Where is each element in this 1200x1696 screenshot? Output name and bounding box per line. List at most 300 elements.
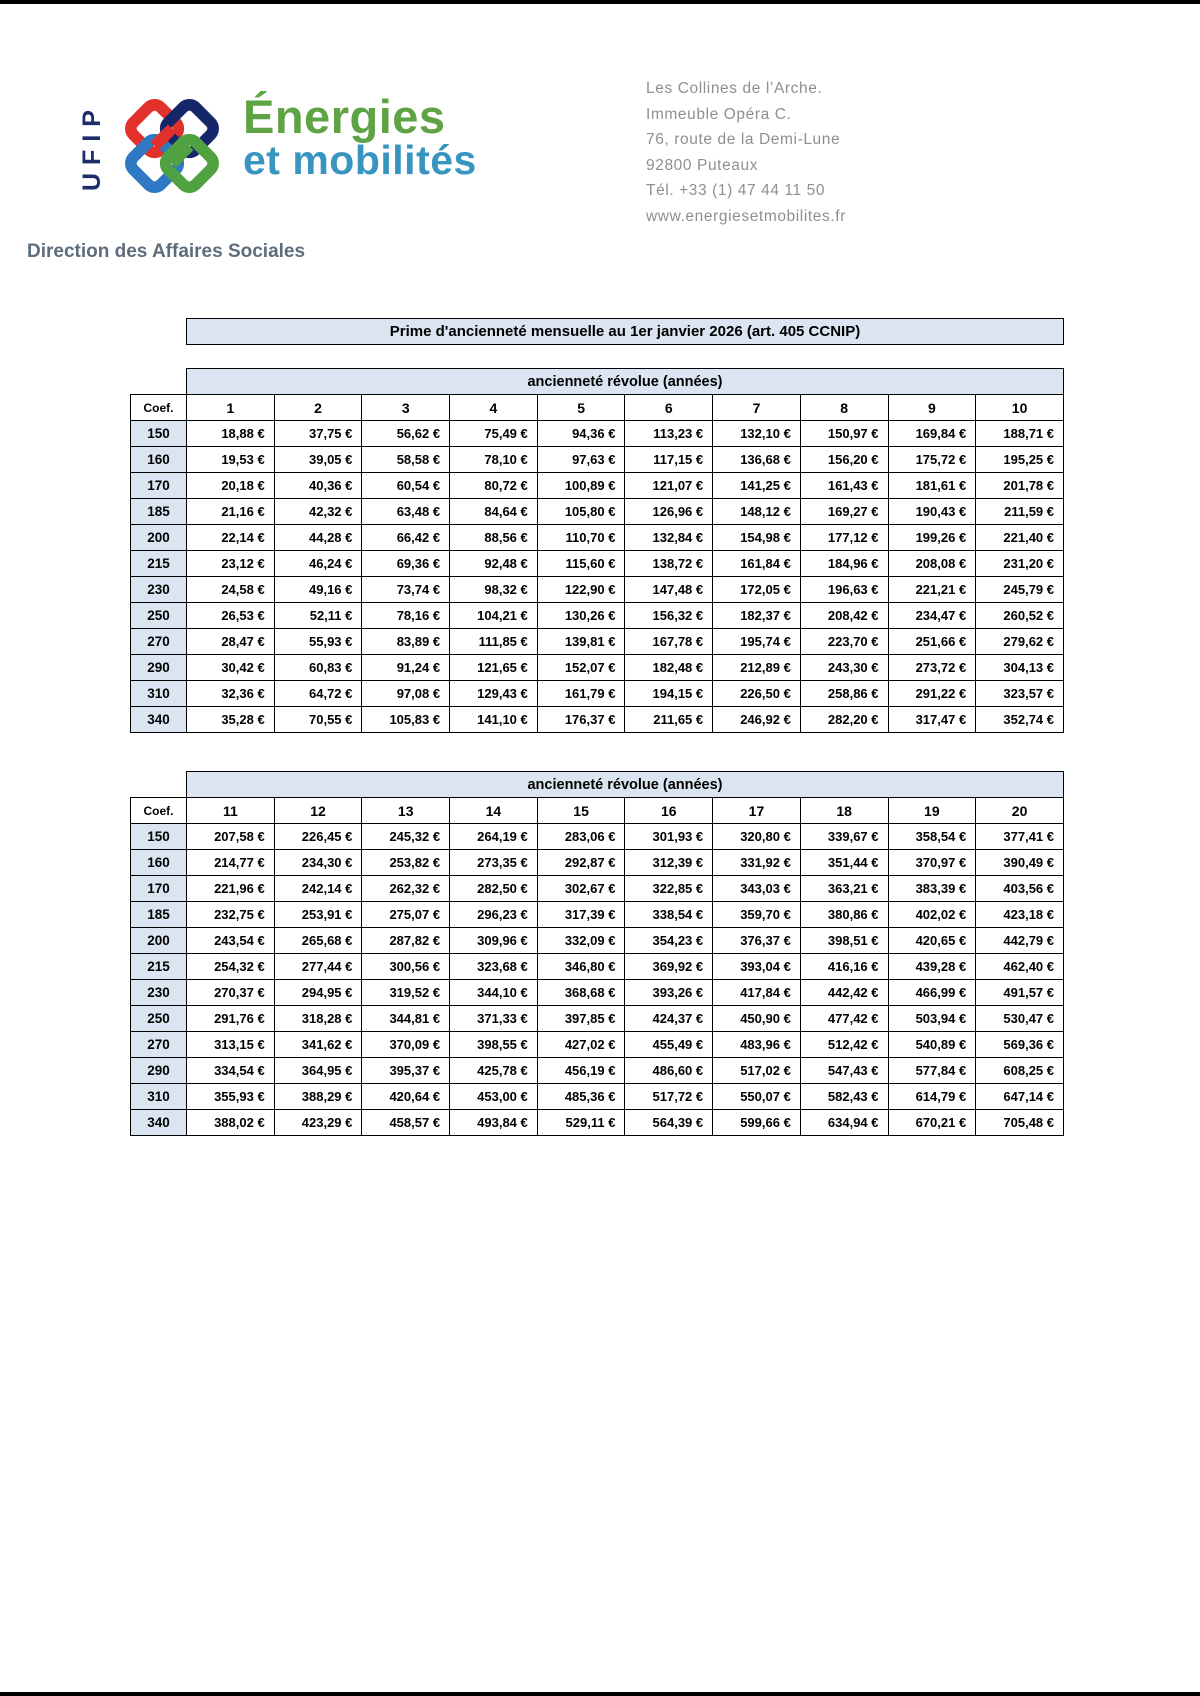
value-cell: 343,03 € — [713, 876, 801, 902]
value-cell: 485,36 € — [537, 1084, 625, 1110]
value-cell: 320,80 € — [713, 824, 801, 850]
value-cell: 234,47 € — [888, 603, 976, 629]
coef-cell: 170 — [131, 876, 187, 902]
value-cell: 75,49 € — [450, 421, 538, 447]
value-cell: 416,16 € — [800, 954, 888, 980]
value-cell: 569,36 € — [976, 1032, 1064, 1058]
value-cell: 161,84 € — [713, 551, 801, 577]
value-cell: 195,74 € — [713, 629, 801, 655]
value-cell: 129,43 € — [450, 681, 538, 707]
value-cell: 423,29 € — [274, 1110, 362, 1136]
coef-cell: 150 — [131, 824, 187, 850]
value-cell: 221,21 € — [888, 577, 976, 603]
value-cell: 60,54 € — [362, 473, 450, 499]
value-cell: 346,80 € — [537, 954, 625, 980]
value-cell: 425,78 € — [450, 1058, 538, 1084]
table-row — [131, 681, 1064, 707]
value-cell: 322,85 € — [625, 876, 713, 902]
value-cell: 94,36 € — [537, 421, 625, 447]
value-cell: 283,06 € — [537, 824, 625, 850]
table-row — [131, 902, 1064, 928]
table-row — [131, 707, 1064, 733]
value-cell: 21,16 € — [187, 499, 275, 525]
table-row — [131, 577, 1064, 603]
value-cell: 105,83 € — [362, 707, 450, 733]
coef-cell: 170 — [131, 473, 187, 499]
value-cell: 56,62 € — [362, 421, 450, 447]
year-header-cell: 11 — [187, 798, 275, 824]
coef-cell: 310 — [131, 1084, 187, 1110]
value-cell: 115,60 € — [537, 551, 625, 577]
year-header-cell: 15 — [537, 798, 625, 824]
value-cell: 37,75 € — [274, 421, 362, 447]
year-header-cell: 5 — [537, 395, 625, 421]
value-cell: 223,70 € — [800, 629, 888, 655]
value-cell: 319,52 € — [362, 980, 450, 1006]
value-cell: 24,58 € — [187, 577, 275, 603]
value-cell: 214,77 € — [187, 850, 275, 876]
value-cell: 462,40 € — [976, 954, 1064, 980]
value-cell: 152,07 € — [537, 655, 625, 681]
value-cell: 97,63 € — [537, 447, 625, 473]
value-cell: 64,72 € — [274, 681, 362, 707]
value-cell: 234,30 € — [274, 850, 362, 876]
value-cell: 323,68 € — [450, 954, 538, 980]
coef-cell: 230 — [131, 577, 187, 603]
value-cell: 253,91 € — [274, 902, 362, 928]
table-row — [131, 980, 1064, 1006]
value-cell: 705,48 € — [976, 1110, 1064, 1136]
value-cell: 232,75 € — [187, 902, 275, 928]
value-cell: 113,23 € — [625, 421, 713, 447]
empty-corner-cell — [131, 772, 187, 798]
value-cell: 313,15 € — [187, 1032, 275, 1058]
value-cell: 138,72 € — [625, 551, 713, 577]
value-cell: 188,71 € — [976, 421, 1064, 447]
coef-cell: 250 — [131, 603, 187, 629]
value-cell: 246,92 € — [713, 707, 801, 733]
table-years-1-10 — [130, 368, 1064, 733]
value-cell: 243,30 € — [800, 655, 888, 681]
value-cell: 156,32 € — [625, 603, 713, 629]
value-cell: 63,48 € — [362, 499, 450, 525]
value-cell: 331,92 € — [713, 850, 801, 876]
value-cell: 100,89 € — [537, 473, 625, 499]
value-cell: 49,16 € — [274, 577, 362, 603]
value-cell: 453,00 € — [450, 1084, 538, 1110]
value-cell: 167,78 € — [625, 629, 713, 655]
coef-cell: 340 — [131, 707, 187, 733]
value-cell: 304,13 € — [976, 655, 1064, 681]
contact-line: 76, route de la Demi-Lune — [646, 131, 841, 148]
value-cell: 358,54 € — [888, 824, 976, 850]
table-row — [131, 1032, 1064, 1058]
value-cell: 341,62 € — [274, 1032, 362, 1058]
value-cell: 161,79 € — [537, 681, 625, 707]
value-cell: 258,86 € — [800, 681, 888, 707]
coef-cell: 290 — [131, 655, 187, 681]
value-cell: 254,32 € — [187, 954, 275, 980]
contact-line-website: www.energiesetmobilites.fr — [646, 207, 846, 225]
table-row — [131, 876, 1064, 902]
value-cell: 26,53 € — [187, 603, 275, 629]
value-cell: 608,25 € — [976, 1058, 1064, 1084]
contact-line: Les Collines de l’Arche. — [646, 80, 823, 97]
value-cell: 182,48 € — [625, 655, 713, 681]
value-cell: 44,28 € — [274, 525, 362, 551]
value-cell: 208,42 € — [800, 603, 888, 629]
value-cell: 614,79 € — [888, 1084, 976, 1110]
coef-cell: 250 — [131, 1006, 187, 1032]
year-header-cell: 12 — [274, 798, 362, 824]
table-row — [131, 824, 1064, 850]
table-row — [131, 1084, 1064, 1110]
year-header-row — [131, 798, 1064, 824]
value-cell: 78,16 € — [362, 603, 450, 629]
value-cell: 132,84 € — [625, 525, 713, 551]
year-header-cell: 14 — [450, 798, 538, 824]
value-cell: 141,25 € — [713, 473, 801, 499]
coef-cell: 215 — [131, 954, 187, 980]
value-cell: 550,07 € — [713, 1084, 801, 1110]
coef-cell: 340 — [131, 1110, 187, 1136]
value-cell: 211,59 € — [976, 499, 1064, 525]
value-cell: 141,10 € — [450, 707, 538, 733]
value-cell: 55,93 € — [274, 629, 362, 655]
value-cell: 199,26 € — [888, 525, 976, 551]
value-cell: 245,79 € — [976, 577, 1064, 603]
value-cell: 334,54 € — [187, 1058, 275, 1084]
value-cell: 301,93 € — [625, 824, 713, 850]
table-row — [131, 928, 1064, 954]
year-header-cell: 18 — [800, 798, 888, 824]
value-cell: 194,15 € — [625, 681, 713, 707]
value-cell: 368,68 € — [537, 980, 625, 1006]
value-cell: 564,39 € — [625, 1110, 713, 1136]
value-cell: 491,57 € — [976, 980, 1064, 1006]
coef-cell: 185 — [131, 499, 187, 525]
table-row — [131, 603, 1064, 629]
value-cell: 420,65 € — [888, 928, 976, 954]
brand-name — [243, 92, 477, 182]
coef-cell: 150 — [131, 421, 187, 447]
value-cell: 169,27 € — [800, 499, 888, 525]
value-cell: 130,26 € — [537, 603, 625, 629]
anciennete-grid — [130, 771, 1064, 1136]
value-cell: 52,11 € — [274, 603, 362, 629]
value-cell: 302,67 € — [537, 876, 625, 902]
coef-cell: 230 — [131, 980, 187, 1006]
contact-line: Immeuble Opéra C. — [646, 105, 792, 123]
value-cell: 323,57 € — [976, 681, 1064, 707]
value-cell: 30,42 € — [187, 655, 275, 681]
value-cell: 670,21 € — [888, 1110, 976, 1136]
table-row — [131, 850, 1064, 876]
value-cell: 207,58 € — [187, 824, 275, 850]
value-cell: 363,21 € — [800, 876, 888, 902]
coef-cell: 310 — [131, 681, 187, 707]
value-cell: 417,84 € — [713, 980, 801, 1006]
value-cell: 270,37 € — [187, 980, 275, 1006]
value-cell: 370,09 € — [362, 1032, 450, 1058]
year-header-cell: 19 — [888, 798, 976, 824]
coef-cell: 200 — [131, 525, 187, 551]
year-header-cell: 4 — [450, 395, 538, 421]
value-cell: 423,18 € — [976, 902, 1064, 928]
ufip-wordmark: UFIP — [78, 102, 106, 192]
value-cell: 354,23 € — [625, 928, 713, 954]
value-cell: 78,10 € — [450, 447, 538, 473]
value-cell: 156,20 € — [800, 447, 888, 473]
value-cell: 181,61 € — [888, 473, 976, 499]
value-cell: 380,86 € — [800, 902, 888, 928]
value-cell: 634,94 € — [800, 1110, 888, 1136]
value-cell: 32,36 € — [187, 681, 275, 707]
value-cell: 279,62 € — [976, 629, 1064, 655]
value-cell: 18,88 € — [187, 421, 275, 447]
value-cell: 69,36 € — [362, 551, 450, 577]
value-cell: 35,28 € — [187, 707, 275, 733]
value-cell: 22,14 € — [187, 525, 275, 551]
value-cell: 88,56 € — [450, 525, 538, 551]
year-header-cell: 1 — [187, 395, 275, 421]
value-cell: 344,81 € — [362, 1006, 450, 1032]
value-cell: 175,72 € — [888, 447, 976, 473]
value-cell: 273,72 € — [888, 655, 976, 681]
value-cell: 226,50 € — [713, 681, 801, 707]
value-cell: 253,82 € — [362, 850, 450, 876]
table-row — [131, 954, 1064, 980]
department-title: Direction des Affaires Sociales — [27, 241, 306, 262]
table-row — [131, 629, 1064, 655]
value-cell: 154,98 € — [713, 525, 801, 551]
value-cell: 344,10 € — [450, 980, 538, 1006]
value-cell: 291,76 € — [187, 1006, 275, 1032]
table-row — [131, 655, 1064, 681]
value-cell: 351,44 € — [800, 850, 888, 876]
value-cell: 126,96 € — [625, 499, 713, 525]
year-header-cell: 6 — [625, 395, 713, 421]
value-cell: 582,43 € — [800, 1084, 888, 1110]
value-cell: 338,54 € — [625, 902, 713, 928]
value-cell: 70,55 € — [274, 707, 362, 733]
anciennete-span-header: ancienneté révolue (années) — [187, 369, 1064, 395]
value-cell: 339,67 € — [800, 824, 888, 850]
value-cell: 517,02 € — [713, 1058, 801, 1084]
value-cell: 46,24 € — [274, 551, 362, 577]
value-cell: 420,64 € — [362, 1084, 450, 1110]
value-cell: 265,68 € — [274, 928, 362, 954]
value-cell: 211,65 € — [625, 707, 713, 733]
year-header-cell: 20 — [976, 798, 1064, 824]
value-cell: 442,42 € — [800, 980, 888, 1006]
value-cell: 402,02 € — [888, 902, 976, 928]
table-row — [131, 473, 1064, 499]
value-cell: 493,84 € — [450, 1110, 538, 1136]
table-years-11-20 — [130, 771, 1064, 1136]
value-cell: 455,49 € — [625, 1032, 713, 1058]
value-cell: 208,08 € — [888, 551, 976, 577]
value-cell: 403,56 € — [976, 876, 1064, 902]
span-header-row — [131, 772, 1064, 798]
value-cell: 395,37 € — [362, 1058, 450, 1084]
value-cell: 40,36 € — [274, 473, 362, 499]
value-cell: 647,14 € — [976, 1084, 1064, 1110]
value-cell: 466,99 € — [888, 980, 976, 1006]
coef-header-cell: Coef. — [131, 798, 187, 824]
table-row — [131, 551, 1064, 577]
value-cell: 242,14 € — [274, 876, 362, 902]
coef-cell: 185 — [131, 902, 187, 928]
value-cell: 398,55 € — [450, 1032, 538, 1058]
table-row — [131, 447, 1064, 473]
year-header-cell: 13 — [362, 798, 450, 824]
coef-cell: 215 — [131, 551, 187, 577]
value-cell: 122,90 € — [537, 577, 625, 603]
value-cell: 291,22 € — [888, 681, 976, 707]
value-cell: 98,32 € — [450, 577, 538, 603]
value-cell: 84,64 € — [450, 499, 538, 525]
value-cell: 483,96 € — [713, 1032, 801, 1058]
year-header-cell: 16 — [625, 798, 713, 824]
value-cell: 486,60 € — [625, 1058, 713, 1084]
value-cell: 577,84 € — [888, 1058, 976, 1084]
table-title: Prime d'ancienneté mensuelle au 1er janvier 2026 (art. 405 CCNIP) — [186, 318, 1064, 345]
value-cell: 251,66 € — [888, 629, 976, 655]
value-cell: 376,37 € — [713, 928, 801, 954]
value-cell: 150,97 € — [800, 421, 888, 447]
value-cell: 196,63 € — [800, 577, 888, 603]
table-row — [131, 499, 1064, 525]
value-cell: 147,48 € — [625, 577, 713, 603]
value-cell: 121,65 € — [450, 655, 538, 681]
value-cell: 212,89 € — [713, 655, 801, 681]
value-cell: 139,81 € — [537, 629, 625, 655]
value-cell: 300,56 € — [362, 954, 450, 980]
coef-cell: 160 — [131, 447, 187, 473]
value-cell: 282,20 € — [800, 707, 888, 733]
value-cell: 359,70 € — [713, 902, 801, 928]
value-cell: 28,47 € — [187, 629, 275, 655]
value-cell: 60,83 € — [274, 655, 362, 681]
value-cell: 243,54 € — [187, 928, 275, 954]
value-cell: 312,39 € — [625, 850, 713, 876]
value-cell: 292,87 € — [537, 850, 625, 876]
value-cell: 83,89 € — [362, 629, 450, 655]
year-header-cell: 3 — [362, 395, 450, 421]
value-cell: 529,11 € — [537, 1110, 625, 1136]
value-cell: 177,12 € — [800, 525, 888, 551]
value-cell: 370,97 € — [888, 850, 976, 876]
value-cell: 105,80 € — [537, 499, 625, 525]
value-cell: 172,05 € — [713, 577, 801, 603]
contact-line: 92800 Puteaux — [646, 156, 759, 174]
coef-cell: 270 — [131, 1032, 187, 1058]
value-cell: 42,32 € — [274, 499, 362, 525]
value-cell: 388,29 € — [274, 1084, 362, 1110]
value-cell: 39,05 € — [274, 447, 362, 473]
value-cell: 80,72 € — [450, 473, 538, 499]
value-cell: 369,92 € — [625, 954, 713, 980]
value-cell: 547,43 € — [800, 1058, 888, 1084]
empty-corner-cell — [131, 369, 187, 395]
value-cell: 309,96 € — [450, 928, 538, 954]
brand-line-mobilites: et mobilités — [243, 137, 477, 184]
value-cell: 355,93 € — [187, 1084, 275, 1110]
value-cell: 424,37 € — [625, 1006, 713, 1032]
value-cell: 92,48 € — [450, 551, 538, 577]
value-cell: 282,50 € — [450, 876, 538, 902]
value-cell: 73,74 € — [362, 577, 450, 603]
value-cell: 427,02 € — [537, 1032, 625, 1058]
value-cell: 23,12 € — [187, 551, 275, 577]
value-cell: 20,18 € — [187, 473, 275, 499]
value-cell: 599,66 € — [713, 1110, 801, 1136]
value-cell: 317,47 € — [888, 707, 976, 733]
year-header-cell: 17 — [713, 798, 801, 824]
value-cell: 66,42 € — [362, 525, 450, 551]
value-cell: 273,35 € — [450, 850, 538, 876]
value-cell: 121,07 € — [625, 473, 713, 499]
table-row — [131, 1058, 1064, 1084]
value-cell: 136,68 € — [713, 447, 801, 473]
value-cell: 318,28 € — [274, 1006, 362, 1032]
year-header-cell: 8 — [800, 395, 888, 421]
year-header-cell: 9 — [888, 395, 976, 421]
value-cell: 201,78 € — [976, 473, 1064, 499]
value-cell: 169,84 € — [888, 421, 976, 447]
value-cell: 450,90 € — [713, 1006, 801, 1032]
value-cell: 19,53 € — [187, 447, 275, 473]
value-cell: 184,96 € — [800, 551, 888, 577]
value-cell: 104,21 € — [450, 603, 538, 629]
value-cell: 245,32 € — [362, 824, 450, 850]
value-cell: 364,95 € — [274, 1058, 362, 1084]
value-cell: 221,96 € — [187, 876, 275, 902]
value-cell: 393,04 € — [713, 954, 801, 980]
coef-cell: 290 — [131, 1058, 187, 1084]
value-cell: 383,39 € — [888, 876, 976, 902]
value-cell: 390,49 € — [976, 850, 1064, 876]
year-header-cell: 10 — [976, 395, 1064, 421]
value-cell: 397,85 € — [537, 1006, 625, 1032]
coef-cell: 270 — [131, 629, 187, 655]
value-cell: 148,12 € — [713, 499, 801, 525]
value-cell: 456,19 € — [537, 1058, 625, 1084]
value-cell: 58,58 € — [362, 447, 450, 473]
contact-block — [646, 76, 846, 229]
value-cell: 231,20 € — [976, 551, 1064, 577]
value-cell: 540,89 € — [888, 1032, 976, 1058]
value-cell: 294,95 € — [274, 980, 362, 1006]
value-cell: 190,43 € — [888, 499, 976, 525]
anciennete-span-header: ancienneté révolue (années) — [187, 772, 1064, 798]
value-cell: 287,82 € — [362, 928, 450, 954]
value-cell: 161,43 € — [800, 473, 888, 499]
value-cell: 458,57 € — [362, 1110, 450, 1136]
table-row — [131, 525, 1064, 551]
value-cell: 393,26 € — [625, 980, 713, 1006]
value-cell: 221,40 € — [976, 525, 1064, 551]
coef-header-cell: Coef. — [131, 395, 187, 421]
table-row — [131, 1110, 1064, 1136]
anciennete-grid — [130, 368, 1064, 733]
value-cell: 91,24 € — [362, 655, 450, 681]
year-header-cell: 7 — [713, 395, 801, 421]
value-cell: 275,07 € — [362, 902, 450, 928]
value-cell: 503,94 € — [888, 1006, 976, 1032]
value-cell: 226,45 € — [274, 824, 362, 850]
